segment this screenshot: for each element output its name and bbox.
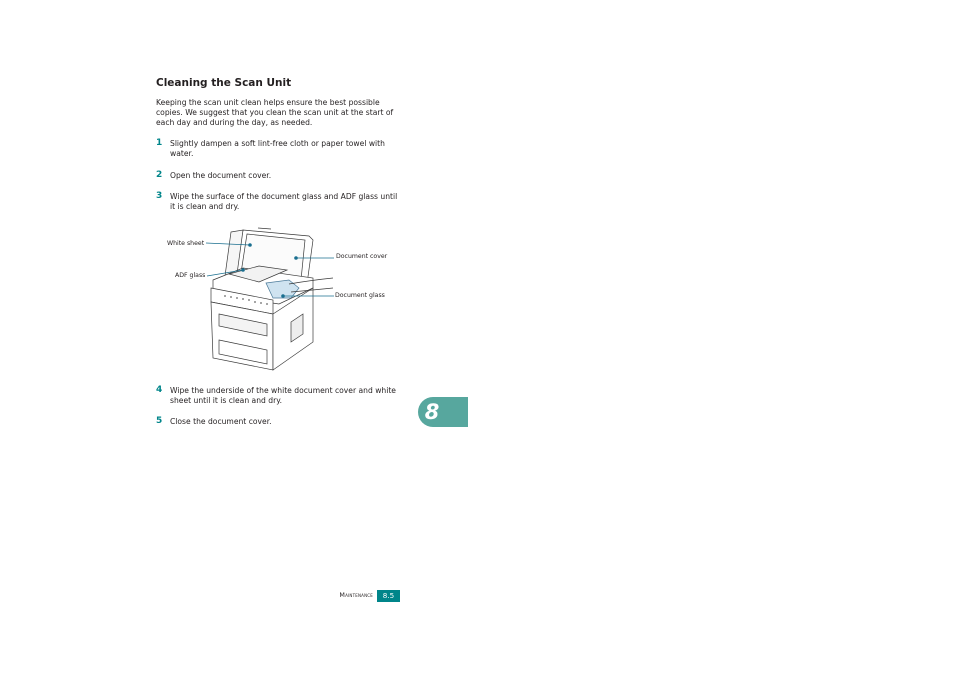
chapter-number: 8 (424, 400, 440, 424)
callout-document-glass: Document glass (335, 292, 385, 299)
callout-document-cover: Document cover (336, 253, 388, 260)
intro-paragraph: Keeping the scan unit clean helps ensure the best possible copies. We suggest that you clean the scan unit at the start of each day and during the day, as needed. (156, 98, 394, 127)
step-number: 5 (156, 416, 163, 426)
step-number: 3 (156, 191, 163, 201)
step-text: Wipe the underside of the white document cover and white sheet until it is clean and dry. (170, 386, 396, 405)
footer-section-name: Maintenance (339, 591, 373, 599)
callout-adf-glass: ADF glass (175, 272, 206, 279)
step-text: Slightly dampen a soft lint-free cloth or paper towel with water. (170, 139, 385, 158)
step-number: 4 (156, 385, 163, 395)
step-number: 2 (156, 170, 163, 180)
step-3 (156, 192, 402, 212)
step-text: Wipe the surface of the document glass and ADF glass until it is clean and dry. (170, 192, 398, 211)
step-text: Close the document cover. (170, 417, 272, 426)
step-5 (156, 417, 402, 427)
chapter-tab (418, 397, 468, 427)
step-1 (156, 139, 402, 159)
footer-page-number: 8.5 (377, 590, 400, 602)
section-heading: Cleaning the Scan Unit (156, 77, 292, 89)
scan-unit-illustration (163, 218, 403, 374)
step-text: Open the document cover. (170, 171, 272, 180)
step-number: 1 (156, 138, 163, 148)
step-4 (156, 386, 402, 406)
step-2 (156, 171, 402, 181)
callout-white-sheet: White sheet (167, 240, 205, 247)
